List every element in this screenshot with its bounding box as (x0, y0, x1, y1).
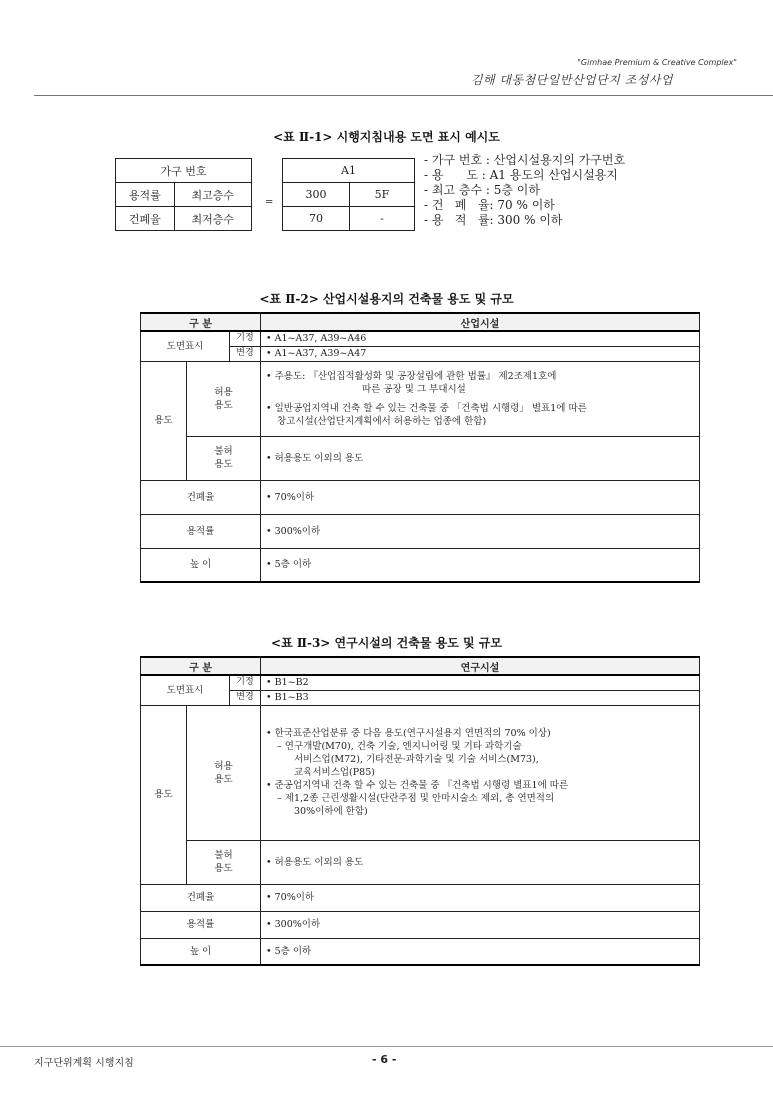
prohibited-use-value: • 허용용도 이외의 용도 (261, 436, 700, 480)
header-divider (34, 95, 773, 96)
bcr-label: 건폐율 (141, 480, 261, 514)
allowed-line: 서비스업(M72), 기타전문·과학기술 및 기술 서비스(M73), (294, 754, 539, 765)
far-value: • 300%이하 (261, 911, 700, 938)
footer-document-name: 지구단위계획 시행지침 (34, 1058, 134, 1069)
table3-head-research: 연구시설 (261, 657, 700, 675)
changed-label: 변경 (230, 690, 261, 705)
allowed-line: • 준공업지역내 건축 할 수 있는 건축물 중 『건축법 시행령 별표1에 따른 (266, 780, 569, 791)
legend-line: - 최고 층수 : 5층 이하 (424, 183, 540, 197)
table2-title: <표 Ⅱ-2> 산업시설용지의 건축물 용도 및 규모 (259, 292, 514, 306)
allowed-use-value (261, 361, 700, 436)
far-label: 용적률 (141, 911, 261, 938)
legend-line: - 건 폐 율: 70 % 이하 (424, 198, 555, 212)
prohibited-use-value: • 허용용도 이외의 용도 (261, 840, 700, 884)
legend-line: - 용 도 : A1 용도의 산업시설용지 (424, 168, 618, 182)
prohibited-use-label: 불허 용도 (187, 840, 261, 884)
table3-title: <표 Ⅱ-3> 연구시설의 건축물 용도 및 규모 (271, 636, 502, 650)
legend-line: - 용 적 률: 300 % 이하 (424, 213, 563, 227)
table3 (140, 656, 700, 966)
allowed-line: • 주용도: 『산업집적활성화 및 공장설립에 관한 법률』 제2조제1호에 (266, 370, 557, 382)
label-far: 용적률 (116, 183, 175, 207)
example-legend (424, 153, 625, 228)
map-label: 도면표시 (141, 675, 230, 705)
header-project-korean: 김해 대동첨단일반산업단지 조성사업 (470, 73, 673, 87)
changed-value: • A1~A37, A39~A47 (261, 346, 700, 361)
allowed-line: 따른 공장 및 그 부대시설 (362, 383, 466, 395)
value-max-floors: 5F (350, 183, 415, 207)
label-bcr: 건폐율 (116, 207, 175, 231)
allowed-use-label: 허용 용도 (187, 705, 261, 840)
allowed-use-value (261, 705, 700, 840)
existing-value: • A1~A37, A39~A46 (261, 331, 700, 346)
allowed-line: 30%이하에 한함) (294, 806, 368, 817)
example-label-table (115, 158, 252, 231)
example-title: <표 Ⅱ-1> 시행지침내용 도면 표시 예시도 (273, 130, 500, 144)
far-value: • 300%이하 (261, 514, 700, 548)
allowed-line: – 제1,2종 근린생활시설(단란주점 및 안마시술소 제외, 총 연면적의 (277, 793, 555, 804)
existing-label: 기정 (230, 331, 261, 346)
equals-sign: = (265, 197, 274, 208)
map-label: 도면표시 (141, 331, 230, 361)
allowed-use-label: 허용 용도 (187, 361, 261, 436)
bcr-value: • 70%이하 (261, 480, 700, 514)
use-label: 용도 (141, 361, 187, 480)
example-value-table (282, 158, 415, 231)
legend-line: - 가구 번호 : 산업시설용지의 가구번호 (424, 153, 626, 167)
value-far: 300 (283, 183, 350, 207)
allowed-line: 교육서비스업(P85) (294, 767, 375, 778)
height-value: • 5층 이하 (261, 548, 700, 582)
allowed-line: • 한국표준산업분류 중 다음 용도(연구시설용지 연면적의 70% 이상) (266, 728, 551, 739)
prohibited-use-label: 불허 용도 (187, 436, 261, 480)
label-block-number: 가구 번호 (116, 159, 252, 183)
changed-label: 변경 (230, 346, 261, 361)
value-block-number: A1 (283, 159, 415, 183)
table2-head-category: 구 분 (141, 313, 261, 331)
existing-value: • B1~B2 (261, 675, 700, 690)
far-label: 용적률 (141, 514, 261, 548)
allowed-line: • 일반공업지역내 건축 할 수 있는 건축물 중 「건축법 시행령」 별표1에 따른 (266, 402, 587, 414)
changed-value: • B1~B3 (261, 690, 700, 705)
header-project-english: "Gimhae Premium & Creative Complex" (577, 58, 737, 67)
height-label: 높 이 (141, 938, 261, 965)
allowed-line: 창고시설(산업단지계획에서 허용하는 업종에 한함) (277, 415, 487, 427)
height-value: • 5층 이하 (261, 938, 700, 965)
label-max-floors: 최고층수 (174, 183, 251, 207)
bcr-value: • 70%이하 (261, 884, 700, 911)
table2-head-industrial: 산업시설 (261, 313, 700, 331)
allowed-line: – 연구개발(M70), 건축 기술, 엔지니어링 및 기타 과학기술 (277, 741, 522, 752)
height-label: 높 이 (141, 548, 261, 582)
bcr-label: 건폐율 (141, 884, 261, 911)
table2 (140, 312, 700, 583)
value-bcr: 70 (283, 207, 350, 231)
label-min-floors: 최저층수 (174, 207, 251, 231)
page-number: - 6 - (372, 1053, 397, 1066)
use-label: 용도 (141, 705, 187, 884)
footer-divider (0, 1046, 773, 1047)
table3-head-category: 구 분 (141, 657, 261, 675)
value-min-floors: - (350, 207, 415, 231)
existing-label: 기정 (230, 675, 261, 690)
